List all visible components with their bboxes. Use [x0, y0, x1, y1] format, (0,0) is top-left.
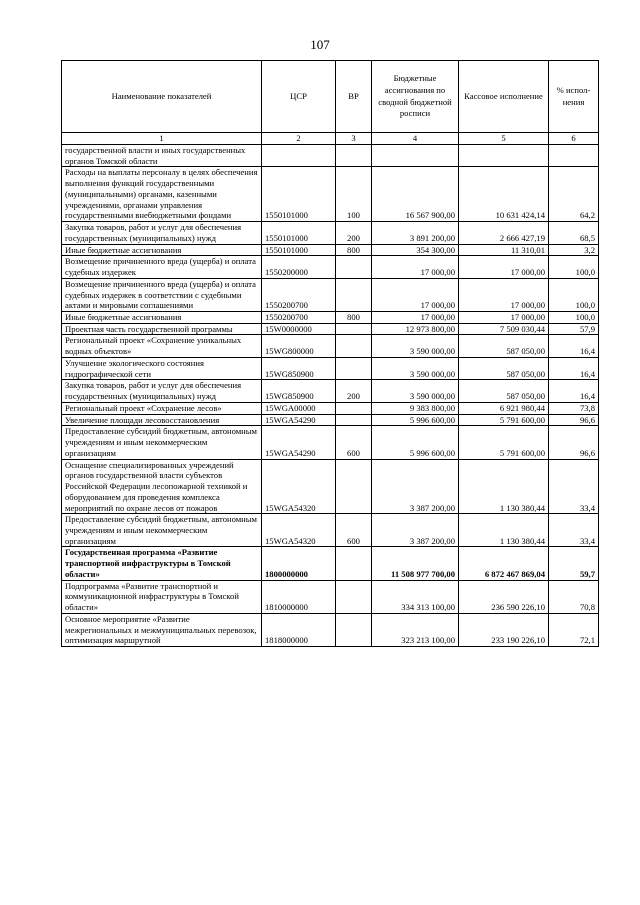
row-budget-cell: 354 300,00: [372, 244, 459, 256]
row-csr-cell: 15WG800000: [262, 335, 336, 357]
row-csr-cell: 1550101000: [262, 167, 336, 222]
row-vr-cell: [336, 357, 372, 379]
table-row: [62, 426, 599, 459]
row-budget-cell: 3 387 200,00: [372, 459, 459, 514]
row-vr-cell: 100: [336, 167, 372, 222]
row-budget-cell: 3 590 000,00: [372, 380, 459, 402]
row-percent-cell: 70,8: [549, 580, 599, 613]
row-vr-cell: [336, 256, 372, 278]
header-budget: Бюджетные ассигнования по сводной бюджетной росписи: [372, 61, 459, 133]
table-row: [62, 380, 599, 402]
row-vr-cell: [336, 613, 372, 646]
row-budget-cell: 12 973 800,00: [372, 323, 459, 335]
row-csr-cell: 1550200700: [262, 278, 336, 311]
row-percent-cell: 33,4: [549, 459, 599, 514]
header-name: Наименование показателей: [62, 61, 262, 133]
row-name-cell: Возмещение причиненного вреда (ущерба) и оплата судебных издержек в соответствии с судебными актами и мировыми соглашениями: [62, 278, 262, 311]
table-row: [62, 256, 599, 278]
row-vr-cell: [336, 580, 372, 613]
row-vr-cell: 200: [336, 222, 372, 244]
row-csr-cell: 1810000000: [262, 580, 336, 613]
row-cash-cell: 236 590 226,10: [459, 580, 549, 613]
row-csr-cell: [262, 145, 336, 167]
row-csr-cell: 15WGA54320: [262, 514, 336, 547]
row-vr-cell: [336, 278, 372, 311]
header-csr: ЦСР: [262, 61, 336, 133]
row-vr-cell: 800: [336, 244, 372, 256]
row-budget-cell: 17 000,00: [372, 278, 459, 311]
table-row: [62, 547, 599, 580]
row-name-cell: Улучшение экологического состояния гидрографической сети: [62, 357, 262, 379]
row-budget-cell: 11 508 977 700,00: [372, 547, 459, 580]
row-csr-cell: 15WGA00000: [262, 402, 336, 414]
table-row: [62, 514, 599, 547]
row-name-cell: Оснащение специализированных учреждений органов государственной власти субъектов Российской Федерации лесопожарной техникой и оборудованием для проведения комплекса мероприятий по охране лесов от пожаров: [62, 459, 262, 514]
row-cash-cell: 1 130 380,44: [459, 459, 549, 514]
column-number: 2: [262, 133, 336, 145]
row-cash-cell: 587 050,00: [459, 380, 549, 402]
header-cash: Кассовое исполнение: [459, 61, 549, 133]
row-budget-cell: [372, 145, 459, 167]
row-budget-cell: 3 387 200,00: [372, 514, 459, 547]
row-cash-cell: 10 631 424,14: [459, 167, 549, 222]
row-budget-cell: 17 000,00: [372, 312, 459, 324]
row-percent-cell: 96,6: [549, 414, 599, 426]
row-csr-cell: 1550101000: [262, 222, 336, 244]
header-percent: % испол-нения: [549, 61, 599, 133]
row-percent-cell: 59,7: [549, 547, 599, 580]
row-name-cell: Подпрограмма «Развитие транспортной и коммуникационной инфраструктуры в Томской области»: [62, 580, 262, 613]
row-budget-cell: 5 996 600,00: [372, 426, 459, 459]
row-vr-cell: 600: [336, 426, 372, 459]
row-cash-cell: 17 000,00: [459, 256, 549, 278]
row-percent-cell: 100,0: [549, 278, 599, 311]
table-row: [62, 145, 599, 167]
row-percent-cell: 100,0: [549, 312, 599, 324]
row-name-cell: Государственная программа «Развитие транспортной инфраструктуры в Томской области»: [62, 547, 262, 580]
table-row: [62, 222, 599, 244]
row-cash-cell: 11 310,01: [459, 244, 549, 256]
budget-execution-table: [61, 60, 599, 647]
row-percent-cell: 16,4: [549, 380, 599, 402]
column-number: 6: [549, 133, 599, 145]
header-row: [62, 61, 599, 133]
row-csr-cell: 1550200000: [262, 256, 336, 278]
table-row: [62, 312, 599, 324]
table-row: [62, 244, 599, 256]
row-cash-cell: 1 130 380,44: [459, 514, 549, 547]
row-percent-cell: 3,2: [549, 244, 599, 256]
row-budget-cell: 3 590 000,00: [372, 357, 459, 379]
row-csr-cell: 15WG850900: [262, 380, 336, 402]
row-csr-cell: 1800000000: [262, 547, 336, 580]
row-name-cell: Предоставление субсидий бюджетным, автономным учреждениям и иным некоммерческим организациям: [62, 514, 262, 547]
row-cash-cell: 233 190 226,10: [459, 613, 549, 646]
row-percent-cell: [549, 145, 599, 167]
row-percent-cell: 68,5: [549, 222, 599, 244]
column-number: 4: [372, 133, 459, 145]
table-row: [62, 335, 599, 357]
table-row: [62, 414, 599, 426]
row-name-cell: Региональный проект «Сохранение лесов»: [62, 402, 262, 414]
row-budget-cell: 16 567 900,00: [372, 167, 459, 222]
row-cash-cell: [459, 145, 549, 167]
row-vr-cell: [336, 402, 372, 414]
row-vr-cell: [336, 547, 372, 580]
row-vr-cell: 200: [336, 380, 372, 402]
row-percent-cell: 64,2: [549, 167, 599, 222]
row-percent-cell: 57,9: [549, 323, 599, 335]
table-row: [62, 278, 599, 311]
table-row: [62, 357, 599, 379]
row-csr-cell: 15WG850900: [262, 357, 336, 379]
page-number: 107: [310, 37, 330, 52]
row-vr-cell: [336, 335, 372, 357]
row-name-cell: государственной власти и иных государственных органов Томской области: [62, 145, 262, 167]
row-name-cell: Основное мероприятие «Развитие межрегиональных и межмуниципальных перевозок, оптимизация маршрутной: [62, 613, 262, 646]
row-percent-cell: 73,8: [549, 402, 599, 414]
table-row: [62, 323, 599, 335]
row-budget-cell: 3 891 200,00: [372, 222, 459, 244]
row-budget-cell: 334 313 100,00: [372, 580, 459, 613]
row-cash-cell: 587 050,00: [459, 335, 549, 357]
row-percent-cell: 100,0: [549, 256, 599, 278]
row-percent-cell: 72,1: [549, 613, 599, 646]
row-budget-cell: 9 383 800,00: [372, 402, 459, 414]
row-name-cell: Региональный проект «Сохранение уникальных водных объектов»: [62, 335, 262, 357]
row-cash-cell: 5 791 600,00: [459, 414, 549, 426]
row-csr-cell: 1818000000: [262, 613, 336, 646]
row-vr-cell: [336, 459, 372, 514]
row-name-cell: Закупка товаров, работ и услуг для обеспечения государственных (муниципальных) нужд: [62, 222, 262, 244]
row-name-cell: Иные бюджетные ассигнования: [62, 312, 262, 324]
row-vr-cell: [336, 414, 372, 426]
row-percent-cell: 16,4: [549, 357, 599, 379]
row-cash-cell: 6 872 467 869,04: [459, 547, 549, 580]
row-cash-cell: 2 666 427,19: [459, 222, 549, 244]
row-csr-cell: 15W0000000: [262, 323, 336, 335]
column-number: 3: [336, 133, 372, 145]
row-vr-cell: 800: [336, 312, 372, 324]
row-name-cell: Возмещение причиненного вреда (ущерба) и оплата судебных издержек: [62, 256, 262, 278]
row-budget-cell: 323 213 100,00: [372, 613, 459, 646]
row-name-cell: Проектная часть государственной программы: [62, 323, 262, 335]
row-name-cell: Предоставление субсидий бюджетным, автономным учреждениям и иным некоммерческим организациям: [62, 426, 262, 459]
row-percent-cell: 96,6: [549, 426, 599, 459]
row-vr-cell: 600: [336, 514, 372, 547]
row-cash-cell: 587 050,00: [459, 357, 549, 379]
row-csr-cell: 1550200700: [262, 312, 336, 324]
row-cash-cell: 17 000,00: [459, 312, 549, 324]
row-budget-cell: 5 996 600,00: [372, 414, 459, 426]
row-csr-cell: 15WGA54290: [262, 414, 336, 426]
row-name-cell: Расходы на выплаты персоналу в целях обеспечения выполнения функций государственными (муниципальными) органами, казенными учреждениями, органами управления государственными внебюджетными фондами: [62, 167, 262, 222]
table-row: [62, 613, 599, 646]
column-number-row: [62, 133, 599, 145]
row-csr-cell: 15WGA54320: [262, 459, 336, 514]
row-vr-cell: [336, 323, 372, 335]
row-percent-cell: 16,4: [549, 335, 599, 357]
header-vr: ВР: [336, 61, 372, 133]
column-number: 5: [459, 133, 549, 145]
row-cash-cell: 5 791 600,00: [459, 426, 549, 459]
row-cash-cell: 17 000,00: [459, 278, 549, 311]
row-name-cell: Увеличение площади лесовосстановления: [62, 414, 262, 426]
row-csr-cell: 15WGA54290: [262, 426, 336, 459]
table-body: [62, 145, 599, 647]
row-cash-cell: 6 921 980,44: [459, 402, 549, 414]
row-budget-cell: 3 590 000,00: [372, 335, 459, 357]
row-budget-cell: 17 000,00: [372, 256, 459, 278]
table-row: [62, 167, 599, 222]
row-csr-cell: 1550101000: [262, 244, 336, 256]
column-number: 1: [62, 133, 262, 145]
table-row: [62, 580, 599, 613]
row-name-cell: Закупка товаров, работ и услуг для обеспечения государственных (муниципальных) нужд: [62, 380, 262, 402]
row-percent-cell: 33,4: [549, 514, 599, 547]
row-vr-cell: [336, 145, 372, 167]
row-cash-cell: 7 509 030,44: [459, 323, 549, 335]
table-row: [62, 459, 599, 514]
table-row: [62, 402, 599, 414]
row-name-cell: Иные бюджетные ассигнования: [62, 244, 262, 256]
